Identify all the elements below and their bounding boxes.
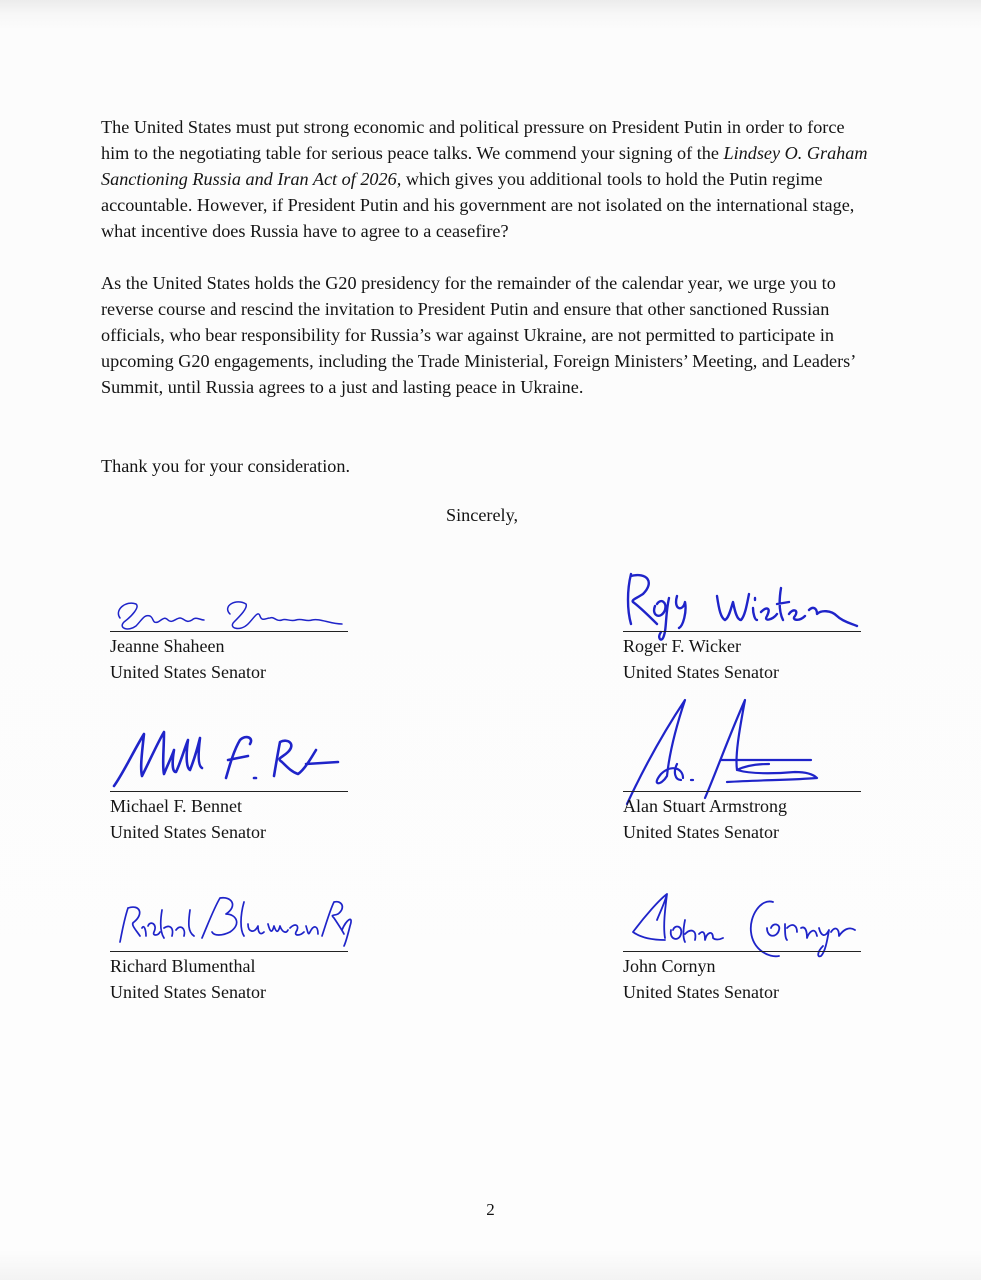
- body-paragraph-3: Thank you for your consideration.: [101, 456, 351, 476]
- signatory-name: Roger F. Wicker: [623, 636, 741, 656]
- signature-line: [110, 631, 348, 632]
- signature-line: [623, 791, 861, 792]
- signatory-title: United States Senator: [110, 982, 266, 1002]
- signature-line: [623, 951, 861, 952]
- signature-line: [110, 791, 348, 792]
- signatory-name: John Cornyn: [623, 956, 716, 976]
- closing-salutation: Sincerely,: [446, 505, 519, 525]
- signature-blumenthal: [110, 880, 360, 955]
- signatory-name: Jeanne Shaheen: [110, 636, 225, 656]
- signatory-name: Michael F. Bennet: [110, 796, 243, 816]
- signatory-title: United States Senator: [623, 982, 779, 1002]
- act-title: Lindsey O. Graham Sanctioning Russia and Iran Act of 2026,: [101, 143, 868, 189]
- body-paragraph-1: [101, 114, 876, 244]
- signature-line: [623, 631, 861, 632]
- signature-bennet: [110, 720, 360, 795]
- signatory-title: United States Senator: [623, 662, 779, 682]
- signature-line: [110, 951, 348, 952]
- paragraph-1-text-a: The United States must put strong economic and political pressure on President Putin in order to force him to the negotiating table for serious peace talks. We commend your signing of the: [101, 117, 845, 163]
- signatory-title: United States Senator: [623, 822, 779, 842]
- signatory-name: Richard Blumenthal: [110, 956, 256, 976]
- signatory-title: United States Senator: [110, 822, 266, 842]
- page-number: 2: [486, 1200, 495, 1219]
- paragraph-1-text-b: which gives you additional tools to hold the Putin regime accountable. However, if President Putin and his government are not isolated on the international stage, what incentive does Russia have to agree to a ceasefire?: [101, 169, 855, 241]
- signatory-name: Alan Stuart Armstrong: [623, 796, 787, 816]
- signatory-title: United States Senator: [110, 662, 266, 682]
- body-paragraph-2: As the United States holds the G20 presidency for the remainder of the calendar year, we urge you to reverse course and rescind the invitation to President Putin and ensure that other sanctioned Russian officials, who bear responsibility for Russia’s war against Ukraine, are not permitted to participate in upcoming G20 engagements, including the Trade Ministerial, Foreign Ministers’ Meeting, and Leaders’ Summit, until Russia agrees to a just and lasting peace in Ukraine.: [101, 273, 855, 397]
- signature-armstrong: [621, 690, 871, 810]
